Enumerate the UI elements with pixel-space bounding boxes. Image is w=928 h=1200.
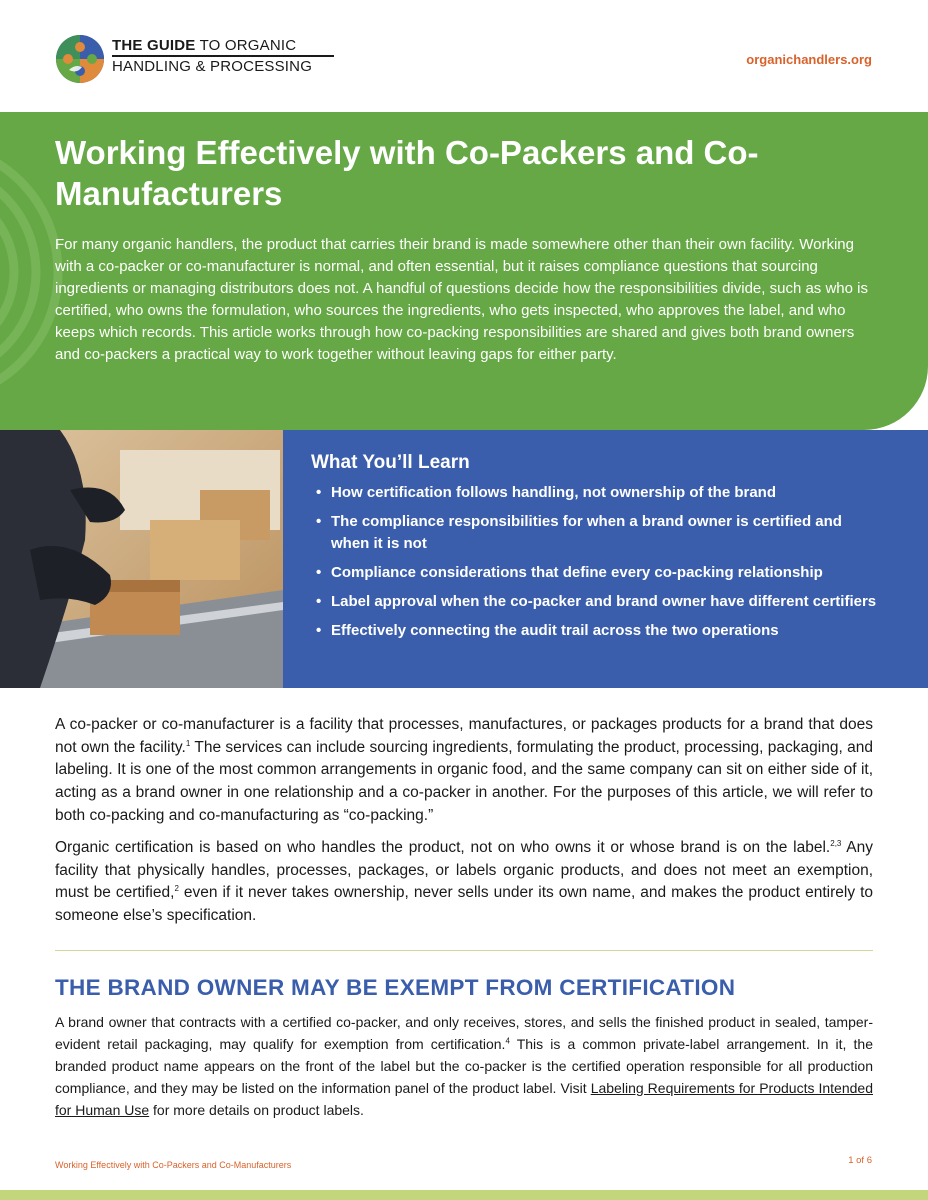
intro-paragraph: For many organic handlers, the product that carries their brand is made somewhere other than their own facility. Working with a co-packer or co-manufacturer is normal, and often essential, but it raises compliance questions that sourcing ingredients or managing distributors does not. A handful of questions decide how the responsibilities divide, such as who is certified, who owns the formulation, who sources the ingredients, who gets inspected, who approves the label, and who keeps which records. This article works through how co-packing responsibilities are shared and gives both brand owners and co-packers a practical way to work together without leaving gaps for either party. [55, 236, 868, 363]
logo-wordmark [112, 37, 334, 75]
packing-boxes-photo [0, 430, 283, 688]
learn-item: • Effectively connecting the audit trail across the two operations [311, 620, 881, 642]
section-text-b: This is a common private-label arrangement. In it, the branded product name appears on the front of the label but the co-packer is the certified operation responsible for all production compliance, and they may be listed on the information panel of the product label. Visit [55, 1036, 873, 1096]
footer-bar [0, 1190, 928, 1200]
logo-line-2: HANDLING & PROCESSING [112, 58, 313, 75]
packing-photo-illustration-icon [0, 430, 283, 688]
learn-title: What You’ll Learn [311, 452, 470, 473]
puzzle-leaf-logo-icon [55, 34, 105, 84]
logo-bold-text: THE GUIDE [112, 37, 196, 54]
learn-item: • The compliance responsibilities for when a brand owner is certified and when it is not [311, 511, 881, 555]
learn-item: • How certification follows handling, not ownership of the brand [311, 482, 881, 504]
footer-title: Working Effectively with Co-Packers and Co-Manufacturers [55, 1160, 292, 1170]
section-heading: THE BRAND OWNER MAY BE EXEMPT FROM CERTIFICATION [55, 975, 736, 1000]
p1-text-b: The services can include sourcing ingredients, formulating the product, processing, packaging, and labeling. It is one of the most common arrangements in organic food, and the same company can sit on either side of it, acting as a brand owner in one relationship and a co-packer in another. For the purposes of this article, we will refer to both co-packing and co-manufacturing as “co-packing.” [55, 738, 873, 824]
p2-text-c: even if it never takes ownership, never sells under its own name, and makes the product entirely to someone else’s specification. [55, 884, 873, 925]
footnote-ref: 2,3 [830, 838, 842, 848]
footnote-ref: 2 [174, 884, 179, 894]
section-text-a: A brand owner that contracts with a certified co-packer, and only receives, stores, and sells the finished product in sealed, tamper-evident retail packaging, may qualify for exemption from certification. [55, 1014, 873, 1052]
p2-text-b: Any facility that physically handles, processes, packages, or labels organic products, and does not meet an exemption, must be certified, [55, 839, 873, 902]
learn-list [311, 482, 881, 649]
hero-banner [0, 112, 928, 430]
body-paragraph-1 [55, 714, 873, 828]
p2-text-a: Organic certification is based on who handles the product, not on who owns it or whose brand is on the label. [55, 839, 831, 856]
learn-item: • Compliance considerations that define every co-packing relationship [311, 562, 881, 584]
section-divider [55, 950, 873, 951]
logo-rule [112, 55, 334, 57]
body-paragraph-2 [55, 837, 873, 928]
section-text-c: for more details on product labels. [149, 1102, 364, 1118]
page-title: Working Effectively with Co-Packers and Co-Manufacturers [55, 134, 759, 212]
site-url-link[interactable]: organichandlers.org [746, 52, 872, 67]
footnote-ref: 4 [505, 1036, 510, 1046]
p1-text-a: A co-packer or co-manufacturer is a facility that processes, manufactures, or packages products for a brand that does not own the facility. [55, 716, 873, 756]
logo-line-1 [112, 37, 334, 54]
footnote-ref: 1 [185, 738, 191, 748]
logo-light-text: TO ORGANIC [195, 37, 297, 54]
learn-panel [283, 430, 928, 688]
section-paragraph [55, 1011, 873, 1121]
learn-section [0, 430, 928, 688]
learn-item: • Label approval when the co-packer and brand owner have different certifiers [311, 591, 881, 613]
page-header [0, 0, 928, 112]
labeling-requirements-link[interactable]: Labeling Requirements for Products Intended for Human Use [55, 1080, 873, 1118]
page-number: 1 of 6 [848, 1155, 872, 1166]
